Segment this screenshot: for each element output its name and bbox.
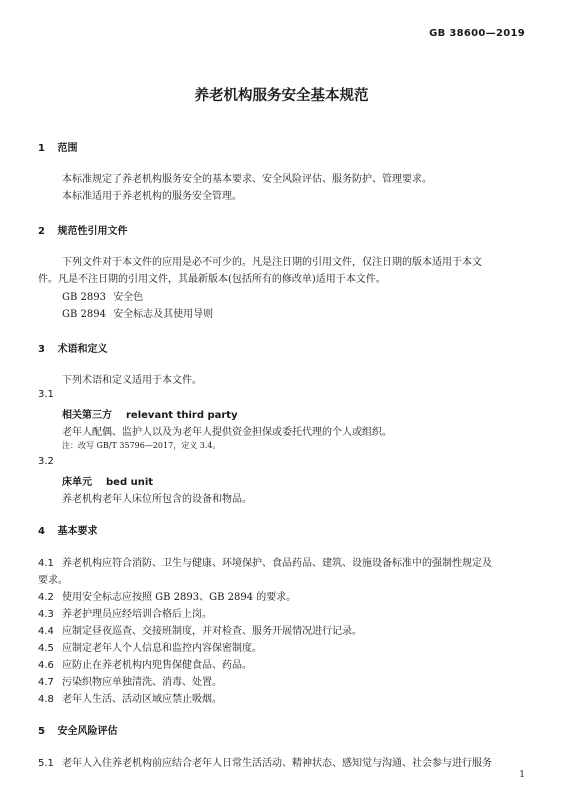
requirement-item [38, 673, 222, 688]
requirement-item [38, 656, 252, 671]
requirement-text: 老年人生活、活动区域应禁止吸烟。 [62, 694, 222, 705]
reference-code: GB 2894 [62, 309, 106, 320]
section-title: 基本要求 [57, 526, 98, 537]
section-title: 范围 [57, 143, 78, 154]
section-number: 2 [38, 226, 45, 237]
requirement-number: 4.2 [38, 592, 54, 603]
section-4-heading [38, 522, 97, 537]
paragraph: 本标准规定了养老机构服务安全的基本要求、安全风险评估、服务防护、管理要求。 [62, 174, 432, 185]
page-number: 1 [519, 770, 525, 780]
term-chinese: 床单元 [62, 477, 92, 488]
term-definition: 老年人配偶、监护人以及为老年人提供资金担保或委托代理的个人或组织。 [62, 427, 392, 438]
requirement-number: 4.1 [38, 558, 54, 569]
requirement-text: 应防止在养老机构内兜售保健食品、药品。 [62, 660, 252, 671]
section-title: 规范性引用文件 [57, 226, 128, 237]
requirement-continuation: 要求。 [38, 575, 68, 586]
paragraph: 本标准适用于养老机构的服务安全管理。 [62, 191, 242, 202]
section-2-heading [38, 222, 127, 237]
requirement-item [38, 754, 492, 769]
requirement-item [38, 622, 362, 637]
requirement-number: 4.5 [38, 643, 54, 654]
normative-reference [62, 288, 143, 303]
section-title: 安全风险评估 [57, 726, 118, 737]
term-number: 3.2 [38, 456, 54, 467]
requirement-item [38, 690, 222, 705]
requirement-text: 应制定昼夜巡查、交接班制度，并对检查、服务开展情况进行记录。 [62, 626, 362, 637]
requirement-item [38, 639, 262, 654]
section-number: 4 [38, 526, 45, 537]
section-1-heading [38, 139, 77, 154]
paragraph: 件。凡是不注日期的引用文件，其最新版本(包括所有的修改单)适用于本文件。 [38, 274, 386, 285]
normative-reference [62, 305, 213, 320]
requirement-item [38, 588, 296, 603]
requirement-item [38, 605, 212, 620]
standard-code: GB 38600—2019 [429, 28, 525, 39]
requirement-number: 5.1 [38, 758, 54, 769]
requirement-item [38, 554, 492, 569]
requirement-text: 应制定老年人个人信息和监控内容保密制度。 [62, 643, 262, 654]
reference-title: 安全色 [113, 292, 144, 303]
reference-code: GB 2893 [62, 292, 106, 303]
requirement-number: 4.7 [38, 677, 54, 688]
term-definition: 养老机构老年人床位所包含的设备和物品。 [62, 494, 252, 505]
requirement-text: 养老护理员应经培训合格后上岗。 [62, 609, 212, 620]
term-heading [62, 473, 153, 488]
term-chinese: 相关第三方 [62, 410, 112, 421]
requirement-number: 4.6 [38, 660, 54, 671]
requirement-number: 4.4 [38, 626, 54, 637]
section-number: 3 [38, 344, 45, 355]
section-title: 术语和定义 [57, 344, 108, 355]
term-english: relevant third party [126, 410, 238, 421]
term-note: 注：改写 GB/T 35796—2017，定义 3.4。 [62, 441, 221, 450]
term-number: 3.1 [38, 389, 54, 400]
document-title: 养老机构服务安全基本规范 [194, 88, 369, 104]
section-3-heading [38, 340, 107, 355]
requirement-text: 污染织物应单独清洗、消毒、处置。 [62, 677, 222, 688]
requirement-text: 养老机构应符合消防、卫生与健康、环境保护、食品药品、建筑、设施设备标准中的强制性规定及 [62, 558, 492, 569]
term-english: bed unit [106, 477, 154, 488]
section-number: 5 [38, 726, 45, 737]
requirement-number: 4.3 [38, 609, 54, 620]
requirement-text: 老年人入住养老机构前应结合老年人日常生活活动、精神状态、感知觉与沟通、社会参与进行服务 [62, 758, 492, 769]
reference-title: 安全标志及其使用导则 [113, 309, 214, 320]
requirement-text: 使用安全标志应按照 GB 2893、GB 2894 的要求。 [62, 592, 297, 603]
section-number: 1 [38, 143, 45, 154]
requirement-number: 4.8 [38, 694, 54, 705]
term-heading [62, 406, 238, 421]
paragraph: 下列文件对于本文件的应用是必不可少的。凡是注日期的引用文件，仅注日期的版本适用于本文 [62, 257, 482, 268]
paragraph: 下列术语和定义适用于本文件。 [62, 375, 202, 386]
section-5-heading [38, 722, 117, 737]
